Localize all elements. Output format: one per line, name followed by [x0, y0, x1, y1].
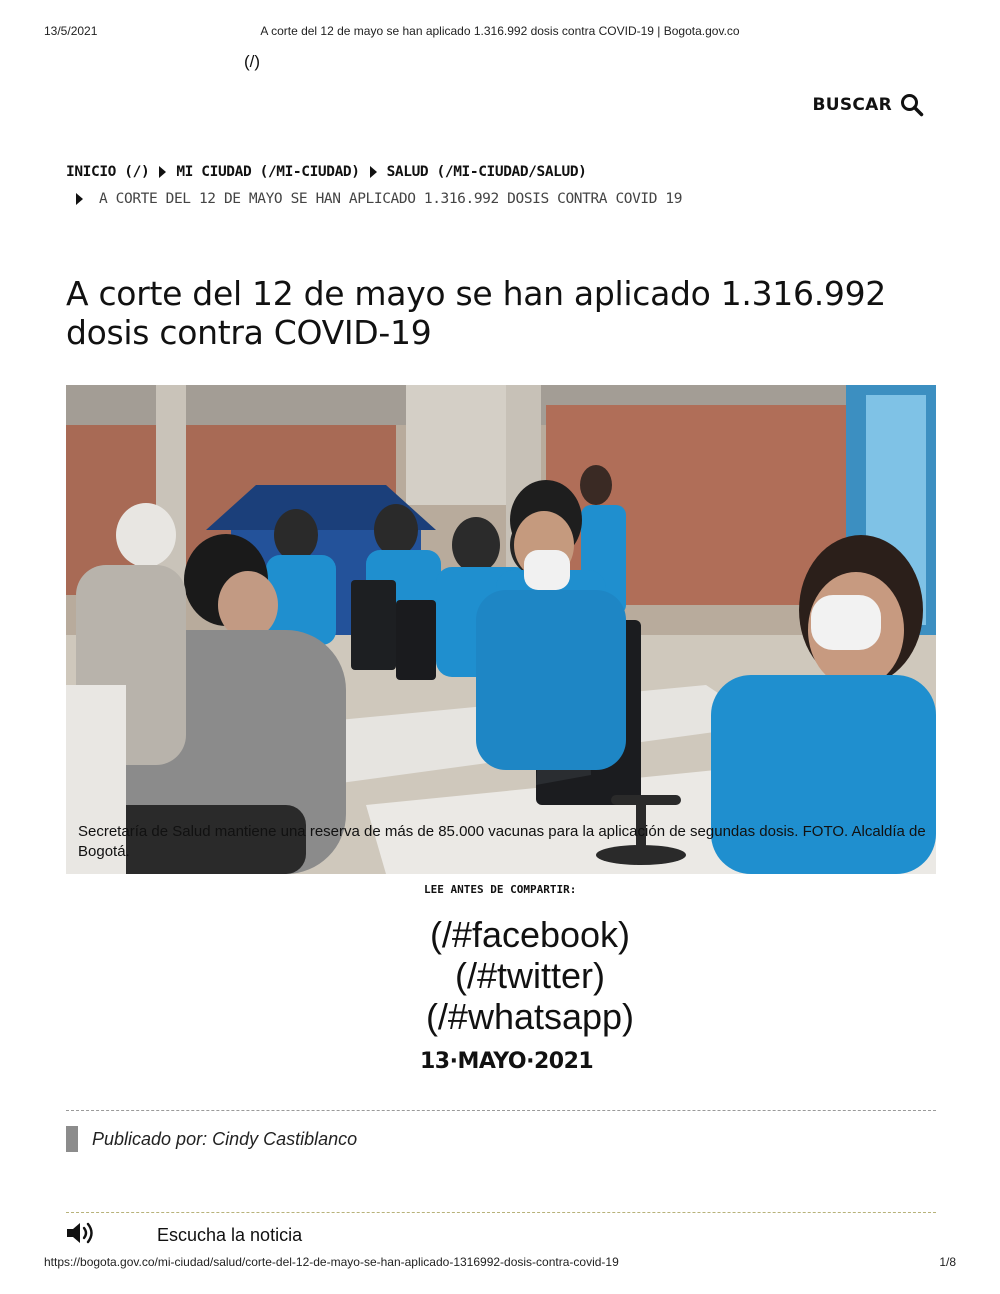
print-date: 13/5/2021	[44, 24, 98, 38]
print-title: A corte del 12 de mayo se han aplicado 1.316.992 dosis contra COVID-19 | Bogota.gov.co	[260, 24, 740, 38]
listen-label: Escucha la noticia	[157, 1225, 303, 1245]
share-title: LEE ANTES DE COMPARTIR:	[424, 883, 577, 896]
breadcrumb-salud[interactable]: SALUD (/MI-CIUDAD/SALUD)	[386, 164, 587, 180]
print-url: https://bogota.gov.co/mi-ciudad/salud/corte-del-12-de-mayo-se-han-aplicado-1316992-dosis-contra-covid-19	[44, 1255, 619, 1269]
search-label: BUSCAR	[812, 95, 892, 115]
article-title: A corte del 12 de mayo se han aplicado 1.316.992 dosis contra COVID-19	[66, 274, 886, 352]
caret-right-icon	[76, 193, 83, 205]
page-number: 1/8	[939, 1255, 956, 1269]
breadcrumb-mi-ciudad[interactable]: MI CIUDAD (/MI-CIUDAD)	[176, 164, 360, 180]
divider	[66, 1212, 936, 1213]
photo-caption: Secretaría de Salud mantiene una reserva de más de 85.000 vacunas para la aplicación de segundas dosis. FOTO. Alcaldía de Bogotá.	[78, 823, 926, 860]
print-header	[0, 24, 1000, 40]
divider	[66, 1110, 936, 1111]
share-facebook-link[interactable]: (/#facebook)	[429, 914, 631, 955]
listen-button[interactable]	[66, 1222, 303, 1245]
home-link[interactable]: (/)	[244, 52, 261, 71]
share-twitter-link[interactable]: (/#twitter)	[454, 955, 605, 996]
share-links	[400, 914, 660, 1037]
caret-right-icon	[370, 166, 377, 178]
caret-right-icon	[159, 166, 166, 178]
breadcrumb-current: A CORTE DEL 12 DE MAYO SE HAN APLICADO 1.316.992 DOSIS CONTRA COVID 19	[99, 191, 683, 207]
print-footer	[0, 1255, 1000, 1271]
article-photo	[66, 385, 936, 874]
author-name: Publicado por: Cindy Castiblanco	[92, 1128, 358, 1149]
breadcrumb	[66, 162, 946, 209]
publication-date: 13·MAYO·2021	[420, 1049, 594, 1074]
share-whatsapp-link[interactable]: (/#whatsapp)	[425, 996, 635, 1037]
speaker-icon	[66, 1222, 96, 1244]
search-button[interactable]	[812, 93, 924, 117]
search-icon	[900, 93, 924, 117]
breadcrumb-home[interactable]: INICIO (/)	[66, 164, 150, 180]
author-bar	[66, 1126, 78, 1152]
author-block	[66, 1126, 357, 1152]
